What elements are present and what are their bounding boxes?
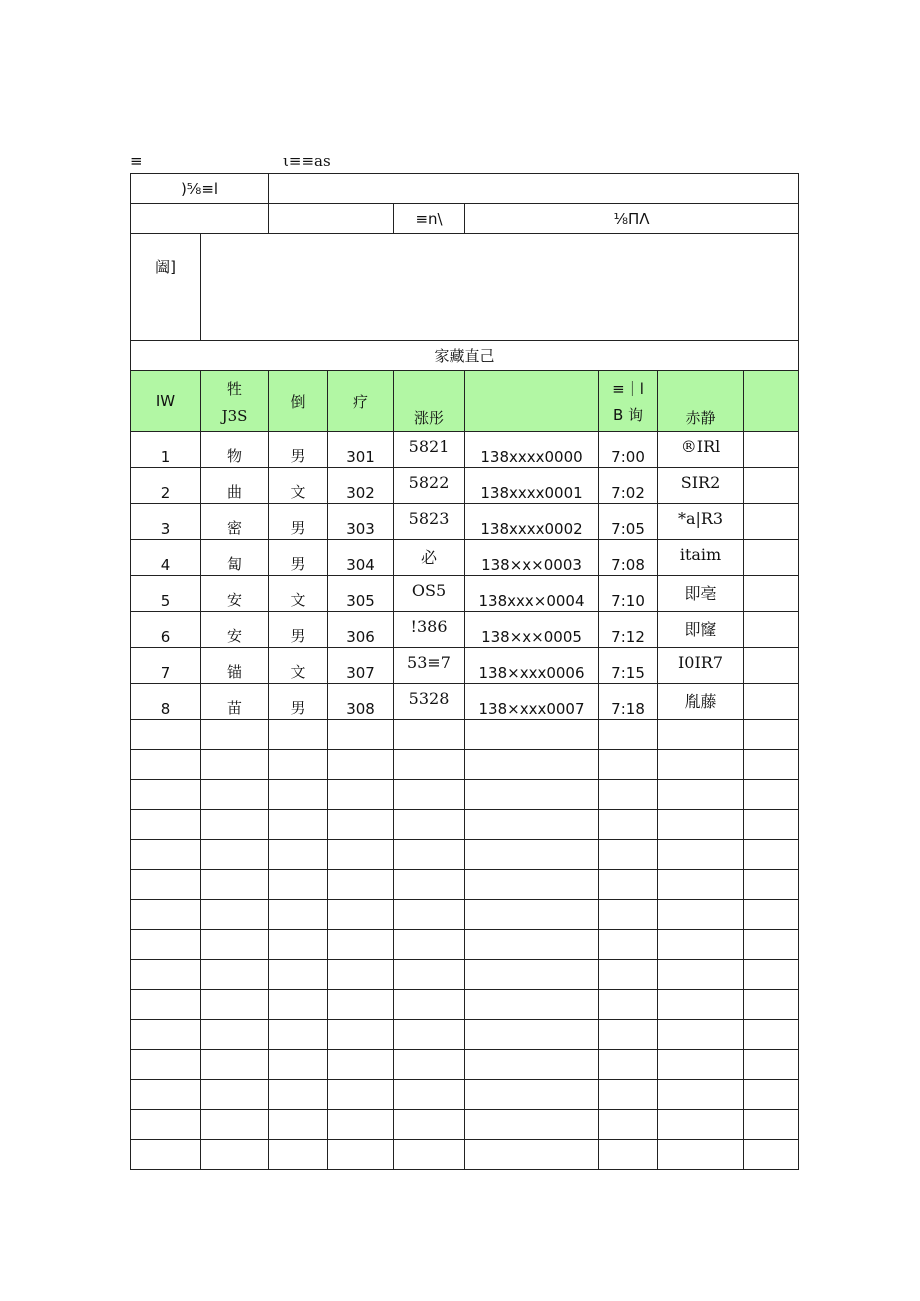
table-cell	[744, 540, 799, 576]
table-cell: 7	[131, 648, 201, 684]
empty-cell[interactable]	[131, 870, 201, 900]
empty-cell[interactable]	[599, 780, 658, 810]
table-row	[131, 432, 799, 468]
empty-table-row	[131, 930, 799, 960]
table-cell: 138xxxx0001	[465, 468, 599, 504]
empty-cell[interactable]	[658, 930, 744, 960]
empty-cell[interactable]	[599, 720, 658, 750]
empty-cell[interactable]	[201, 960, 269, 990]
table-cell	[744, 432, 799, 468]
empty-cell[interactable]	[658, 1140, 744, 1170]
empty-cell[interactable]	[131, 990, 201, 1020]
empty-cell[interactable]	[328, 840, 394, 870]
empty-cell[interactable]	[201, 990, 269, 1020]
table-row	[131, 504, 799, 540]
empty-cell[interactable]	[599, 960, 658, 990]
empty-cell[interactable]	[599, 840, 658, 870]
table-cell: 138xxxx0000	[465, 432, 599, 468]
empty-cell[interactable]	[658, 720, 744, 750]
table-cell: 301	[328, 432, 394, 468]
empty-cell[interactable]	[201, 900, 269, 930]
table-cell: 138×xxx0006	[465, 648, 599, 684]
empty-cell[interactable]	[201, 780, 269, 810]
registration-table	[130, 173, 799, 1170]
empty-cell[interactable]	[269, 840, 328, 870]
table-cell: 苗	[201, 684, 269, 720]
empty-cell[interactable]	[744, 750, 799, 780]
table-cell: ®IRl	[658, 432, 744, 468]
column-header-bottom: J3S	[221, 406, 248, 425]
table-row	[131, 648, 799, 684]
empty-cell[interactable]	[269, 870, 328, 900]
empty-cell[interactable]	[465, 1140, 599, 1170]
empty-cell[interactable]	[465, 1050, 599, 1080]
table-cell	[744, 612, 799, 648]
table-cell: 138×x×0005	[465, 612, 599, 648]
column-header-top: ≡｜l	[612, 379, 644, 398]
empty-table-row	[131, 1050, 799, 1080]
row2-field-a[interactable]	[131, 204, 269, 234]
empty-cell[interactable]	[269, 900, 328, 930]
column-header-bottom: B 询	[612, 405, 644, 424]
empty-cell[interactable]	[269, 1050, 328, 1080]
table-cell	[744, 576, 799, 612]
empty-cell[interactable]	[328, 1110, 394, 1140]
empty-cell[interactable]	[201, 930, 269, 960]
empty-cell[interactable]	[599, 930, 658, 960]
empty-cell[interactable]	[394, 930, 465, 960]
empty-cell[interactable]	[131, 1080, 201, 1110]
empty-cell[interactable]	[394, 720, 465, 750]
table-cell: 男	[269, 540, 328, 576]
table-cell: 5821	[394, 432, 465, 468]
table-cell: 匐	[201, 540, 269, 576]
empty-cell[interactable]	[465, 930, 599, 960]
table-cell: 308	[328, 684, 394, 720]
empty-cell[interactable]	[465, 870, 599, 900]
empty-cell[interactable]	[744, 1020, 799, 1050]
section-row	[131, 341, 799, 371]
empty-cell[interactable]	[394, 810, 465, 840]
empty-cell[interactable]	[658, 840, 744, 870]
empty-table-row	[131, 960, 799, 990]
table-cell: 2	[131, 468, 201, 504]
empty-cell[interactable]	[658, 780, 744, 810]
empty-cell[interactable]	[269, 720, 328, 750]
empty-cell[interactable]	[465, 810, 599, 840]
empty-table-row	[131, 750, 799, 780]
table-row	[131, 468, 799, 504]
empty-cell[interactable]	[269, 1140, 328, 1170]
empty-cell[interactable]	[269, 780, 328, 810]
row2-field-b[interactable]	[269, 204, 394, 234]
empty-cell[interactable]	[131, 1140, 201, 1170]
empty-cell[interactable]	[394, 1020, 465, 1050]
table-cell: OS5	[394, 576, 465, 612]
empty-table-row	[131, 1140, 799, 1170]
table-cell: 7:12	[599, 612, 658, 648]
table-cell: 7:08	[599, 540, 658, 576]
empty-cell[interactable]	[465, 1110, 599, 1140]
empty-cell[interactable]	[744, 810, 799, 840]
empty-cell[interactable]	[599, 870, 658, 900]
empty-cell[interactable]	[269, 750, 328, 780]
table-cell: 5822	[394, 468, 465, 504]
empty-table-row	[131, 780, 799, 810]
empty-cell[interactable]	[269, 1080, 328, 1110]
empty-cell[interactable]	[599, 1140, 658, 1170]
empty-cell[interactable]	[744, 720, 799, 750]
column-header-top: 牲	[227, 379, 243, 398]
empty-cell[interactable]	[131, 900, 201, 930]
table-cell: 306	[328, 612, 394, 648]
empty-cell[interactable]	[201, 750, 269, 780]
row2-label-5: ⅛ΠΛ	[465, 204, 799, 234]
empty-cell[interactable]	[599, 1050, 658, 1080]
table-cell: 3	[131, 504, 201, 540]
column-header-1	[131, 371, 201, 432]
table-cell: *a|R3	[658, 504, 744, 540]
table-cell: 密	[201, 504, 269, 540]
table-cell: 307	[328, 648, 394, 684]
empty-cell[interactable]	[744, 960, 799, 990]
empty-table-row	[131, 1110, 799, 1140]
empty-cell[interactable]	[658, 1050, 744, 1080]
table-cell: 7:02	[599, 468, 658, 504]
empty-table-row	[131, 810, 799, 840]
table-cell: 138xxxx0002	[465, 504, 599, 540]
empty-cell[interactable]	[328, 990, 394, 1020]
empty-cell[interactable]	[201, 720, 269, 750]
empty-cell[interactable]	[201, 1050, 269, 1080]
table-cell: 302	[328, 468, 394, 504]
empty-cell[interactable]	[599, 750, 658, 780]
table-row	[131, 576, 799, 612]
table-cell: 138×xxx0007	[465, 684, 599, 720]
column-header-3	[269, 371, 328, 432]
table-cell: 5823	[394, 504, 465, 540]
empty-cell[interactable]	[744, 1080, 799, 1110]
empty-cell[interactable]	[658, 1020, 744, 1050]
table-cell: 303	[328, 504, 394, 540]
empty-cell[interactable]	[269, 990, 328, 1020]
empty-cell[interactable]	[328, 1050, 394, 1080]
empty-cell[interactable]	[131, 1050, 201, 1080]
empty-cell[interactable]	[744, 1140, 799, 1170]
empty-cell[interactable]	[131, 750, 201, 780]
row1-value-field[interactable]	[269, 174, 799, 204]
empty-cell[interactable]	[465, 960, 599, 990]
empty-cell[interactable]	[131, 960, 201, 990]
column-header-label: 疗	[353, 392, 369, 411]
table-cell: 文	[269, 468, 328, 504]
empty-cell[interactable]	[328, 930, 394, 960]
form-row-1	[131, 174, 799, 204]
column-header-9	[744, 371, 799, 432]
empty-cell[interactable]	[328, 810, 394, 840]
empty-cell[interactable]	[394, 870, 465, 900]
table-cell: 即亳	[658, 576, 744, 612]
table-cell: 138×x×0003	[465, 540, 599, 576]
empty-cell[interactable]	[658, 870, 744, 900]
form-top-line	[130, 152, 798, 172]
table-cell	[744, 468, 799, 504]
table-cell: 文	[269, 576, 328, 612]
empty-cell[interactable]	[744, 780, 799, 810]
table-cell: itaim	[658, 540, 744, 576]
table-cell: 7:05	[599, 504, 658, 540]
section-title: 家藏直己	[131, 341, 799, 371]
empty-cell[interactable]	[201, 840, 269, 870]
empty-cell[interactable]	[328, 750, 394, 780]
table-cell: 304	[328, 540, 394, 576]
empty-cell[interactable]	[465, 990, 599, 1020]
empty-cell[interactable]	[465, 780, 599, 810]
empty-cell[interactable]	[658, 900, 744, 930]
empty-table-row	[131, 720, 799, 750]
form-row-2	[131, 204, 799, 234]
empty-cell[interactable]	[465, 840, 599, 870]
table-header-row	[131, 371, 799, 432]
empty-cell[interactable]	[394, 1110, 465, 1140]
table-cell: 安	[201, 576, 269, 612]
empty-cell[interactable]	[328, 960, 394, 990]
empty-cell[interactable]	[744, 930, 799, 960]
empty-cell[interactable]	[658, 810, 744, 840]
empty-cell[interactable]	[131, 810, 201, 840]
empty-cell[interactable]	[658, 1110, 744, 1140]
empty-cell[interactable]	[394, 990, 465, 1020]
empty-cell[interactable]	[201, 1080, 269, 1110]
empty-cell[interactable]	[394, 840, 465, 870]
table-cell: 7:18	[599, 684, 658, 720]
table-row	[131, 684, 799, 720]
table-cell: 138xxx×0004	[465, 576, 599, 612]
notes-field[interactable]	[201, 234, 799, 341]
empty-cell[interactable]	[269, 810, 328, 840]
empty-cell[interactable]	[744, 870, 799, 900]
empty-cell[interactable]	[328, 870, 394, 900]
row1-label: )⅝≡l	[131, 174, 269, 204]
empty-cell[interactable]	[201, 1020, 269, 1050]
empty-cell[interactable]	[269, 960, 328, 990]
empty-table-row	[131, 1020, 799, 1050]
empty-cell[interactable]	[658, 1080, 744, 1110]
empty-cell[interactable]	[599, 900, 658, 930]
column-header-7	[599, 371, 658, 432]
table-cell: 6	[131, 612, 201, 648]
empty-cell[interactable]	[131, 1020, 201, 1050]
empty-cell[interactable]	[599, 810, 658, 840]
table-cell: 7:15	[599, 648, 658, 684]
empty-cell[interactable]	[394, 1140, 465, 1170]
empty-cell[interactable]	[131, 930, 201, 960]
empty-cell[interactable]	[465, 720, 599, 750]
row2-label-3: ≡n\	[394, 204, 465, 234]
empty-cell[interactable]	[394, 900, 465, 930]
empty-cell[interactable]	[394, 1080, 465, 1110]
column-header-8	[658, 371, 744, 432]
empty-cell[interactable]	[201, 1140, 269, 1170]
empty-cell[interactable]	[201, 810, 269, 840]
table-cell: 曲	[201, 468, 269, 504]
column-header-label: 赤静	[685, 409, 716, 427]
empty-cell[interactable]	[658, 990, 744, 1020]
empty-cell[interactable]	[394, 750, 465, 780]
table-cell: 安	[201, 612, 269, 648]
table-cell: !386	[394, 612, 465, 648]
empty-table-row	[131, 990, 799, 1020]
empty-cell[interactable]	[599, 1020, 658, 1050]
table-cell: 男	[269, 612, 328, 648]
empty-table-row	[131, 870, 799, 900]
table-cell: 文	[269, 648, 328, 684]
empty-table-row	[131, 900, 799, 930]
empty-cell[interactable]	[269, 1110, 328, 1140]
table-cell: 7:10	[599, 576, 658, 612]
empty-cell[interactable]	[328, 1020, 394, 1050]
top-left-mark: ≡	[130, 152, 143, 170]
table-cell: 53≡7	[394, 648, 465, 684]
empty-cell[interactable]	[269, 1020, 328, 1050]
empty-cell[interactable]	[201, 1110, 269, 1140]
empty-cell[interactable]	[394, 780, 465, 810]
empty-cell[interactable]	[465, 900, 599, 930]
table-cell: 男	[269, 684, 328, 720]
table-cell: 5328	[394, 684, 465, 720]
empty-cell[interactable]	[599, 1080, 658, 1110]
empty-cell[interactable]	[744, 840, 799, 870]
notes-label: 阖]	[131, 234, 201, 341]
empty-cell[interactable]	[599, 1110, 658, 1140]
column-header-label: 倒	[290, 392, 306, 411]
table-cell	[744, 684, 799, 720]
column-header-5	[394, 371, 465, 432]
column-header-4	[328, 371, 394, 432]
empty-cell[interactable]	[328, 1080, 394, 1110]
table-cell: 8	[131, 684, 201, 720]
empty-cell[interactable]	[744, 1050, 799, 1080]
empty-cell[interactable]	[328, 900, 394, 930]
empty-table-row	[131, 840, 799, 870]
empty-cell[interactable]	[328, 1140, 394, 1170]
table-cell: 物	[201, 432, 269, 468]
table-cell: 男	[269, 504, 328, 540]
table-cell: 7:00	[599, 432, 658, 468]
empty-cell[interactable]	[744, 900, 799, 930]
empty-cell[interactable]	[658, 750, 744, 780]
empty-cell[interactable]	[599, 990, 658, 1020]
empty-cell[interactable]	[465, 1020, 599, 1050]
empty-cell[interactable]	[394, 1050, 465, 1080]
empty-cell[interactable]	[328, 780, 394, 810]
empty-cell[interactable]	[201, 870, 269, 900]
empty-cell[interactable]	[131, 780, 201, 810]
column-header-2	[201, 371, 269, 432]
table-cell: 1	[131, 432, 201, 468]
empty-cell[interactable]	[328, 720, 394, 750]
table-cell: 即窿	[658, 612, 744, 648]
table-cell	[744, 648, 799, 684]
empty-cell[interactable]	[131, 720, 201, 750]
table-cell: I0IR7	[658, 648, 744, 684]
column-header-6	[465, 371, 599, 432]
empty-cell[interactable]	[744, 990, 799, 1020]
empty-table-row	[131, 1080, 799, 1110]
empty-cell[interactable]	[658, 960, 744, 990]
empty-cell[interactable]	[465, 750, 599, 780]
notes-row	[131, 234, 799, 341]
table-cell: 胤藤	[658, 684, 744, 720]
empty-cell[interactable]	[131, 1110, 201, 1140]
table-row	[131, 540, 799, 576]
table-cell: 4	[131, 540, 201, 576]
table-cell: SIR2	[658, 468, 744, 504]
table-cell: 必	[394, 540, 465, 576]
column-header-label: 涨彤	[414, 409, 445, 427]
empty-cell[interactable]	[394, 960, 465, 990]
table-cell: 305	[328, 576, 394, 612]
table-row	[131, 612, 799, 648]
empty-cell[interactable]	[131, 840, 201, 870]
table-cell: 男	[269, 432, 328, 468]
top-right-text: ι≡≡as	[283, 152, 331, 170]
table-cell: 锚	[201, 648, 269, 684]
table-cell	[744, 504, 799, 540]
table-cell: 5	[131, 576, 201, 612]
empty-cell[interactable]	[269, 930, 328, 960]
empty-cell[interactable]	[744, 1110, 799, 1140]
empty-cell[interactable]	[465, 1080, 599, 1110]
column-header-label: IW	[155, 392, 176, 410]
